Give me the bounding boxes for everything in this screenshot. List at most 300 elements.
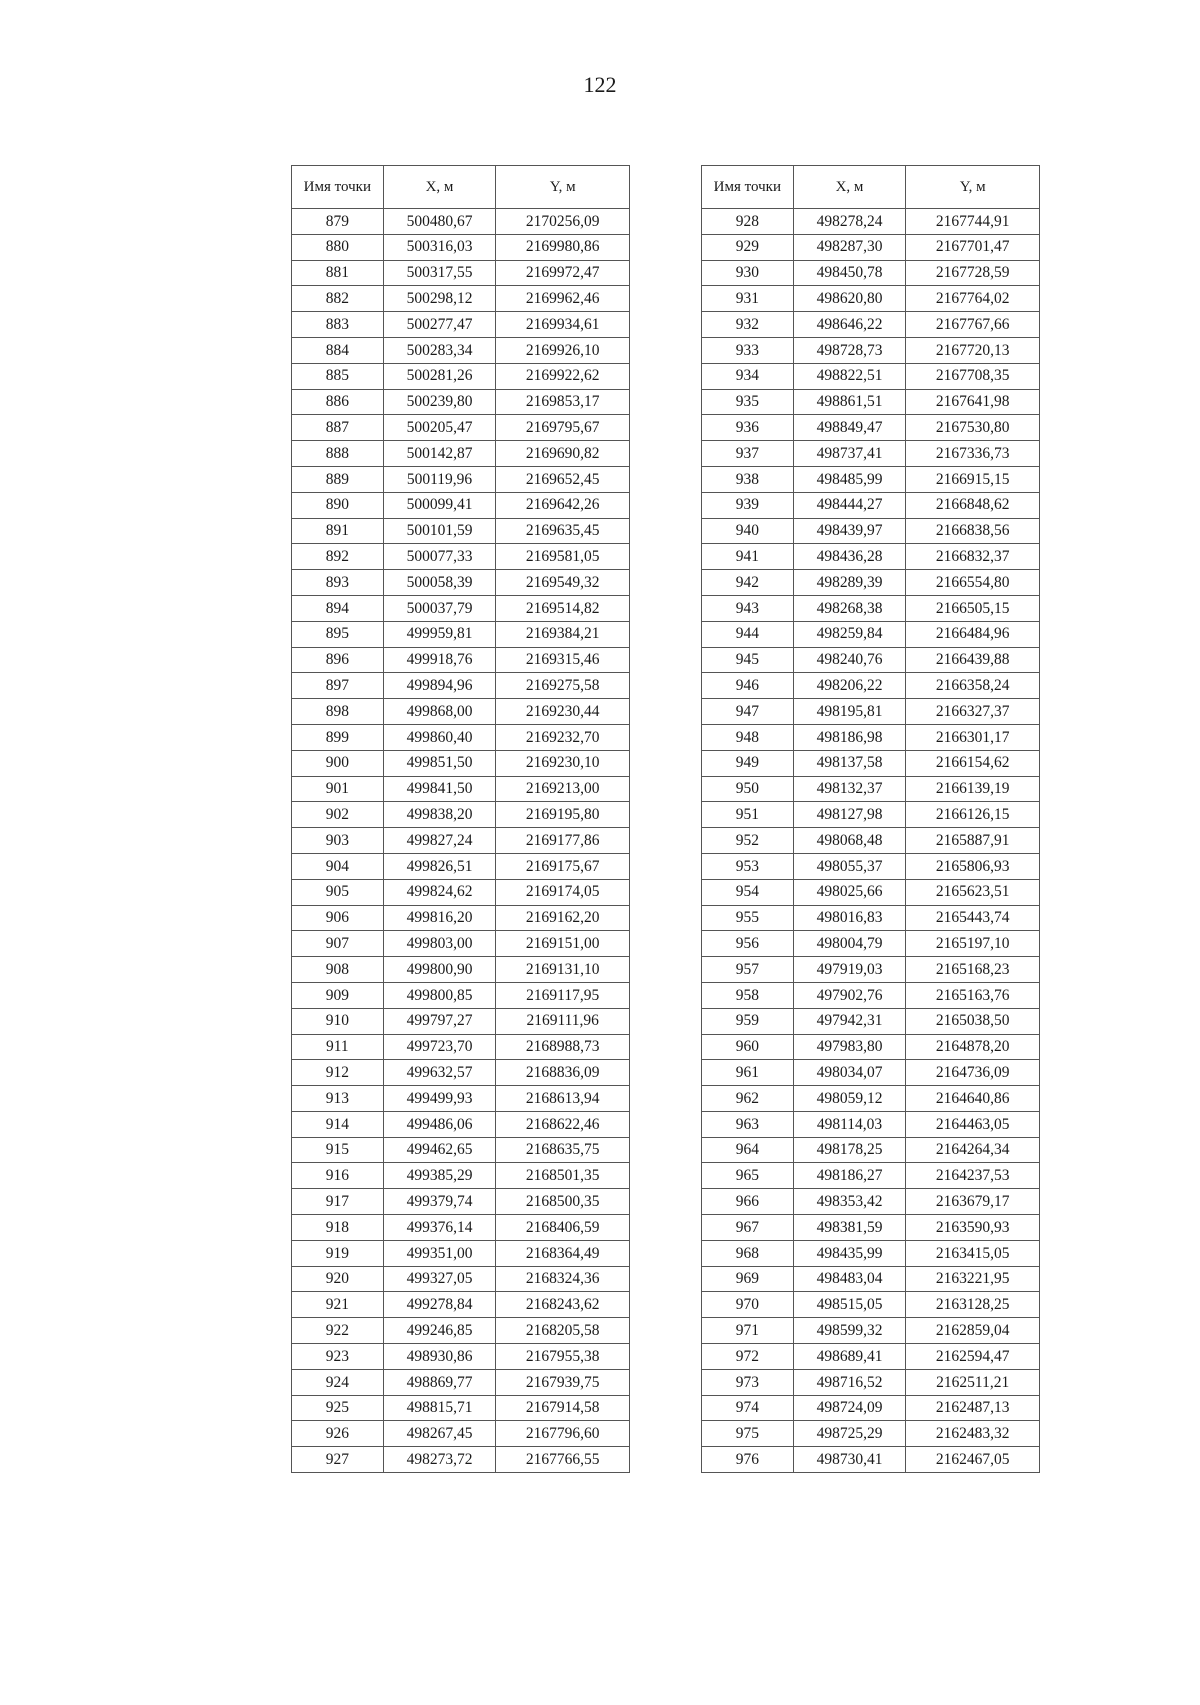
table-row (292, 957, 630, 983)
point-name-cell: 880 (292, 234, 384, 260)
y-coordinate-cell: 2166439,88 (906, 647, 1040, 673)
y-coordinate-cell: 2162859,04 (906, 1318, 1040, 1344)
y-coordinate-cell: 2167955,38 (496, 1344, 630, 1370)
point-name-cell: 932 (702, 312, 794, 338)
x-coordinate-cell: 500277,47 (383, 312, 496, 338)
x-coordinate-cell: 498025,66 (793, 879, 906, 905)
table-row (292, 853, 630, 879)
y-coordinate-cell: 2169922,62 (496, 363, 630, 389)
point-name-cell: 903 (292, 828, 384, 854)
table-row (702, 1292, 1040, 1318)
point-name-cell: 907 (292, 931, 384, 957)
y-coordinate-cell: 2170256,09 (496, 209, 630, 235)
point-name-cell: 950 (702, 776, 794, 802)
table-row (292, 570, 630, 596)
table-row (292, 466, 630, 492)
y-coordinate-cell: 2169175,67 (496, 853, 630, 879)
y-coordinate-cell: 2169162,20 (496, 905, 630, 931)
table-row (702, 1344, 1040, 1370)
table-row (292, 1008, 630, 1034)
point-name-cell: 923 (292, 1344, 384, 1370)
x-coordinate-cell: 498515,05 (793, 1292, 906, 1318)
table-row (702, 853, 1040, 879)
table-row (292, 1447, 630, 1473)
x-coordinate-cell: 498930,86 (383, 1344, 496, 1370)
table-row (292, 363, 630, 389)
x-coordinate-cell: 498485,99 (793, 466, 906, 492)
table-row (702, 518, 1040, 544)
x-coordinate-cell: 498435,99 (793, 1240, 906, 1266)
y-coordinate-cell: 2169853,17 (496, 389, 630, 415)
y-coordinate-cell: 2168324,36 (496, 1266, 630, 1292)
point-name-cell: 890 (292, 492, 384, 518)
y-coordinate-cell: 2169315,46 (496, 647, 630, 673)
table-row (702, 492, 1040, 518)
x-coordinate-cell: 499800,85 (383, 982, 496, 1008)
page-number: 122 (583, 72, 617, 97)
x-coordinate-cell: 499816,20 (383, 905, 496, 931)
x-coordinate-cell: 499723,70 (383, 1034, 496, 1060)
table-row (292, 776, 630, 802)
table-row (292, 1421, 630, 1447)
y-coordinate-cell: 2166139,19 (906, 776, 1040, 802)
point-name-cell: 925 (292, 1395, 384, 1421)
point-name-cell: 936 (702, 415, 794, 441)
x-coordinate-cell: 499860,40 (383, 724, 496, 750)
table-row (702, 1163, 1040, 1189)
x-coordinate-cell: 498381,59 (793, 1215, 906, 1241)
point-name-cell: 924 (292, 1369, 384, 1395)
x-coordinate-cell: 498267,45 (383, 1421, 496, 1447)
x-coordinate-cell: 498034,07 (793, 1060, 906, 1086)
y-coordinate-cell: 2165197,10 (906, 931, 1040, 957)
y-coordinate-cell: 2166327,37 (906, 699, 1040, 725)
table-row (702, 1395, 1040, 1421)
y-coordinate-cell: 2166301,17 (906, 724, 1040, 750)
x-coordinate-cell: 500077,33 (383, 544, 496, 570)
point-name-cell: 883 (292, 312, 384, 338)
table-row (702, 621, 1040, 647)
table-row (292, 905, 630, 931)
table-row (702, 286, 1040, 312)
table-row (292, 750, 630, 776)
table-row (292, 1086, 630, 1112)
y-coordinate-cell: 2169230,44 (496, 699, 630, 725)
table-row (292, 1163, 630, 1189)
x-coordinate-cell: 498186,98 (793, 724, 906, 750)
x-coordinate-cell: 498689,41 (793, 1344, 906, 1370)
y-coordinate-cell: 2163415,05 (906, 1240, 1040, 1266)
x-coordinate-cell: 500316,03 (383, 234, 496, 260)
point-name-cell: 893 (292, 570, 384, 596)
x-coordinate-cell: 499827,24 (383, 828, 496, 854)
y-coordinate-cell: 2168988,73 (496, 1034, 630, 1060)
y-coordinate-cell: 2162594,47 (906, 1344, 1040, 1370)
y-coordinate-cell: 2164878,20 (906, 1034, 1040, 1060)
table-row (702, 724, 1040, 750)
point-name-cell: 926 (292, 1421, 384, 1447)
table-row (702, 828, 1040, 854)
x-coordinate-cell: 499246,85 (383, 1318, 496, 1344)
y-coordinate-cell: 2168622,46 (496, 1111, 630, 1137)
point-name-cell: 942 (702, 570, 794, 596)
y-coordinate-cell: 2162511,21 (906, 1369, 1040, 1395)
table-row (702, 337, 1040, 363)
point-name-cell: 972 (702, 1344, 794, 1370)
y-coordinate-cell: 2166126,15 (906, 802, 1040, 828)
y-coordinate-cell: 2169174,05 (496, 879, 630, 905)
x-coordinate-cell: 499376,14 (383, 1215, 496, 1241)
point-name-cell: 887 (292, 415, 384, 441)
point-name-cell: 905 (292, 879, 384, 905)
y-header: Y, м (906, 166, 1040, 209)
y-coordinate-cell: 2168406,59 (496, 1215, 630, 1241)
point-name-cell: 894 (292, 595, 384, 621)
table-row (292, 415, 630, 441)
x-coordinate-cell: 497919,03 (793, 957, 906, 983)
point-name-cell: 895 (292, 621, 384, 647)
table-row (292, 1292, 630, 1318)
y-coordinate-cell: 2169131,10 (496, 957, 630, 983)
point-name-cell: 960 (702, 1034, 794, 1060)
y-coordinate-cell: 2168364,49 (496, 1240, 630, 1266)
y-coordinate-cell: 2168501,35 (496, 1163, 630, 1189)
y-coordinate-cell: 2166832,37 (906, 544, 1040, 570)
point-name-cell: 941 (702, 544, 794, 570)
table-row (702, 957, 1040, 983)
y-coordinate-cell: 2169926,10 (496, 337, 630, 363)
x-coordinate-cell: 497983,80 (793, 1034, 906, 1060)
y-coordinate-cell: 2165168,23 (906, 957, 1040, 983)
y-coordinate-cell: 2169652,45 (496, 466, 630, 492)
point-name-cell: 963 (702, 1111, 794, 1137)
x-coordinate-cell: 498195,81 (793, 699, 906, 725)
table-row (292, 441, 630, 467)
x-coordinate-cell: 500298,12 (383, 286, 496, 312)
x-coordinate-cell: 498444,27 (793, 492, 906, 518)
table-row (292, 724, 630, 750)
y-coordinate-cell: 2165623,51 (906, 879, 1040, 905)
x-coordinate-cell: 498620,80 (793, 286, 906, 312)
y-coordinate-cell: 2169980,86 (496, 234, 630, 260)
x-coordinate-cell: 499826,51 (383, 853, 496, 879)
y-coordinate-cell: 2163128,25 (906, 1292, 1040, 1318)
x-coordinate-cell: 499327,05 (383, 1266, 496, 1292)
y-coordinate-cell: 2169177,86 (496, 828, 630, 854)
x-coordinate-cell: 499918,76 (383, 647, 496, 673)
table-header-row (292, 166, 630, 209)
table-row (702, 441, 1040, 467)
y-coordinate-cell: 2167939,75 (496, 1369, 630, 1395)
point-name-cell: 921 (292, 1292, 384, 1318)
x-coordinate-cell: 500205,47 (383, 415, 496, 441)
table-row (702, 570, 1040, 596)
x-coordinate-cell: 498186,27 (793, 1163, 906, 1189)
point-name-cell: 888 (292, 441, 384, 467)
point-name-cell: 969 (702, 1266, 794, 1292)
y-coordinate-cell: 2169549,32 (496, 570, 630, 596)
table-row (702, 1137, 1040, 1163)
x-coordinate-cell: 498259,84 (793, 621, 906, 647)
table-row (292, 286, 630, 312)
y-coordinate-cell: 2168613,94 (496, 1086, 630, 1112)
x-coordinate-cell: 500480,67 (383, 209, 496, 235)
point-name-header: Имя точки (702, 166, 794, 209)
x-coordinate-cell: 499351,00 (383, 1240, 496, 1266)
table-row (292, 647, 630, 673)
point-name-cell: 956 (702, 931, 794, 957)
table-row (292, 879, 630, 905)
table-row (702, 982, 1040, 1008)
x-header: X, м (383, 166, 496, 209)
x-coordinate-cell: 500283,34 (383, 337, 496, 363)
point-name-cell: 900 (292, 750, 384, 776)
x-coordinate-cell: 498289,39 (793, 570, 906, 596)
x-coordinate-cell: 498287,30 (793, 234, 906, 260)
point-name-cell: 952 (702, 828, 794, 854)
point-name-cell: 898 (292, 699, 384, 725)
y-coordinate-cell: 2167744,91 (906, 209, 1040, 235)
x-coordinate-cell: 498278,24 (793, 209, 906, 235)
point-name-cell: 922 (292, 1318, 384, 1344)
table-row (702, 312, 1040, 338)
table-row (292, 673, 630, 699)
y-coordinate-cell: 2169151,00 (496, 931, 630, 957)
point-name-cell: 953 (702, 853, 794, 879)
table-row (292, 1060, 630, 1086)
table-row (292, 1395, 630, 1421)
point-name-cell: 934 (702, 363, 794, 389)
table-row (292, 389, 630, 415)
y-coordinate-cell: 2163590,93 (906, 1215, 1040, 1241)
table-row (292, 1318, 630, 1344)
table-header-row (702, 166, 1040, 209)
table-row (292, 337, 630, 363)
point-name-cell: 935 (702, 389, 794, 415)
point-name-cell: 973 (702, 1369, 794, 1395)
x-coordinate-cell: 498178,25 (793, 1137, 906, 1163)
table-row (702, 209, 1040, 235)
point-name-cell: 879 (292, 209, 384, 235)
x-coordinate-cell: 498132,37 (793, 776, 906, 802)
point-name-cell: 938 (702, 466, 794, 492)
x-coordinate-cell: 498716,52 (793, 1369, 906, 1395)
point-name-cell: 892 (292, 544, 384, 570)
x-coordinate-cell: 498004,79 (793, 931, 906, 957)
y-coordinate-cell: 2165038,50 (906, 1008, 1040, 1034)
table-row (292, 931, 630, 957)
point-name-cell: 971 (702, 1318, 794, 1344)
table-row (702, 260, 1040, 286)
point-name-cell: 975 (702, 1421, 794, 1447)
point-name-cell: 931 (702, 286, 794, 312)
table-row (702, 1189, 1040, 1215)
table-row (702, 647, 1040, 673)
point-name-cell: 976 (702, 1447, 794, 1473)
y-coordinate-cell: 2167708,35 (906, 363, 1040, 389)
y-coordinate-cell: 2168635,75 (496, 1137, 630, 1163)
point-name-cell: 904 (292, 853, 384, 879)
x-coordinate-cell: 498273,72 (383, 1447, 496, 1473)
y-coordinate-cell: 2168243,62 (496, 1292, 630, 1318)
y-coordinate-cell: 2169642,26 (496, 492, 630, 518)
table-row (702, 1034, 1040, 1060)
table-row (292, 1215, 630, 1241)
y-coordinate-cell: 2163679,17 (906, 1189, 1040, 1215)
x-coordinate-cell: 500281,26 (383, 363, 496, 389)
x-coordinate-cell: 500099,41 (383, 492, 496, 518)
table-row (292, 518, 630, 544)
y-coordinate-cell: 2166915,15 (906, 466, 1040, 492)
coordinates-table-left (291, 165, 630, 1473)
y-coordinate-cell: 2169795,67 (496, 415, 630, 441)
table-row (702, 673, 1040, 699)
x-coordinate-cell: 498240,76 (793, 647, 906, 673)
table-row (702, 750, 1040, 776)
x-coordinate-cell: 500101,59 (383, 518, 496, 544)
table-row (292, 1240, 630, 1266)
y-coordinate-cell: 2169635,45 (496, 518, 630, 544)
point-name-cell: 946 (702, 673, 794, 699)
x-coordinate-cell: 498114,03 (793, 1111, 906, 1137)
y-coordinate-cell: 2164463,05 (906, 1111, 1040, 1137)
x-coordinate-cell: 499379,74 (383, 1189, 496, 1215)
table-row (292, 621, 630, 647)
x-coordinate-cell: 498728,73 (793, 337, 906, 363)
y-coordinate-cell: 2167767,66 (906, 312, 1040, 338)
y-coordinate-cell: 2169934,61 (496, 312, 630, 338)
point-name-cell: 961 (702, 1060, 794, 1086)
x-coordinate-cell: 499868,00 (383, 699, 496, 725)
table-row (702, 1240, 1040, 1266)
point-name-cell: 920 (292, 1266, 384, 1292)
point-name-cell: 914 (292, 1111, 384, 1137)
y-coordinate-cell: 2165806,93 (906, 853, 1040, 879)
point-name-cell: 967 (702, 1215, 794, 1241)
y-coordinate-cell: 2167530,80 (906, 415, 1040, 441)
point-name-cell: 968 (702, 1240, 794, 1266)
y-coordinate-cell: 2169962,46 (496, 286, 630, 312)
table-row (292, 312, 630, 338)
y-coordinate-cell: 2167728,59 (906, 260, 1040, 286)
point-name-cell: 929 (702, 234, 794, 260)
x-coordinate-cell: 499959,81 (383, 621, 496, 647)
y-coordinate-cell: 2165163,76 (906, 982, 1040, 1008)
y-coordinate-cell: 2167720,13 (906, 337, 1040, 363)
x-coordinate-cell: 499838,20 (383, 802, 496, 828)
point-name-cell: 939 (702, 492, 794, 518)
x-coordinate-cell: 499632,57 (383, 1060, 496, 1086)
y-coordinate-cell: 2169275,58 (496, 673, 630, 699)
x-coordinate-cell: 497942,31 (793, 1008, 906, 1034)
table-row (702, 776, 1040, 802)
y-coordinate-cell: 2169384,21 (496, 621, 630, 647)
point-name-cell: 885 (292, 363, 384, 389)
point-name-cell: 909 (292, 982, 384, 1008)
table-row (702, 466, 1040, 492)
x-coordinate-cell: 500317,55 (383, 260, 496, 286)
point-name-cell: 974 (702, 1395, 794, 1421)
x-coordinate-cell: 498268,38 (793, 595, 906, 621)
point-name-cell: 965 (702, 1163, 794, 1189)
x-coordinate-cell: 500058,39 (383, 570, 496, 596)
y-coordinate-cell: 2167796,60 (496, 1421, 630, 1447)
point-name-cell: 889 (292, 466, 384, 492)
table-row (292, 1137, 630, 1163)
y-coordinate-cell: 2164736,09 (906, 1060, 1040, 1086)
x-coordinate-cell: 499803,00 (383, 931, 496, 957)
point-name-cell: 958 (702, 982, 794, 1008)
y-coordinate-cell: 2167701,47 (906, 234, 1040, 260)
table-row (292, 1266, 630, 1292)
x-coordinate-cell: 499894,96 (383, 673, 496, 699)
point-name-cell: 947 (702, 699, 794, 725)
y-coordinate-cell: 2166484,96 (906, 621, 1040, 647)
x-coordinate-cell: 499486,06 (383, 1111, 496, 1137)
point-name-cell: 937 (702, 441, 794, 467)
table-row (292, 1034, 630, 1060)
point-name-cell: 902 (292, 802, 384, 828)
x-coordinate-cell: 499385,29 (383, 1163, 496, 1189)
table-row (702, 389, 1040, 415)
y-coordinate-cell: 2167764,02 (906, 286, 1040, 312)
y-coordinate-cell: 2165887,91 (906, 828, 1040, 854)
y-coordinate-cell: 2169195,80 (496, 802, 630, 828)
x-coordinate-cell: 498861,51 (793, 389, 906, 415)
x-coordinate-cell: 498849,47 (793, 415, 906, 441)
point-name-cell: 912 (292, 1060, 384, 1086)
y-coordinate-cell: 2164237,53 (906, 1163, 1040, 1189)
point-name-cell: 948 (702, 724, 794, 750)
point-name-cell: 930 (702, 260, 794, 286)
point-name-cell: 896 (292, 647, 384, 673)
x-header: X, м (793, 166, 906, 209)
y-coordinate-cell: 2166505,15 (906, 595, 1040, 621)
y-coordinate-cell: 2166358,24 (906, 673, 1040, 699)
table-row (292, 209, 630, 235)
table-row (292, 595, 630, 621)
x-coordinate-cell: 498822,51 (793, 363, 906, 389)
table-row (702, 879, 1040, 905)
table-row (702, 415, 1040, 441)
point-name-cell: 911 (292, 1034, 384, 1060)
y-coordinate-cell: 2162467,05 (906, 1447, 1040, 1473)
x-coordinate-cell: 498450,78 (793, 260, 906, 286)
y-coordinate-cell: 2164640,86 (906, 1086, 1040, 1112)
x-coordinate-cell: 499499,93 (383, 1086, 496, 1112)
x-coordinate-cell: 500142,87 (383, 441, 496, 467)
y-coordinate-cell: 2168205,58 (496, 1318, 630, 1344)
x-coordinate-cell: 498730,41 (793, 1447, 906, 1473)
point-name-cell: 966 (702, 1189, 794, 1215)
x-coordinate-cell: 498815,71 (383, 1395, 496, 1421)
table-row (702, 905, 1040, 931)
table-row (702, 699, 1040, 725)
point-name-cell: 918 (292, 1215, 384, 1241)
table-row (702, 1266, 1040, 1292)
x-coordinate-cell: 499841,50 (383, 776, 496, 802)
x-coordinate-cell: 498353,42 (793, 1189, 906, 1215)
point-name-cell: 928 (702, 209, 794, 235)
x-coordinate-cell: 498059,12 (793, 1086, 906, 1112)
point-name-cell: 927 (292, 1447, 384, 1473)
x-coordinate-cell: 498725,29 (793, 1421, 906, 1447)
point-name-cell: 882 (292, 286, 384, 312)
x-coordinate-cell: 498737,41 (793, 441, 906, 467)
point-name-cell: 917 (292, 1189, 384, 1215)
point-name-cell: 964 (702, 1137, 794, 1163)
point-name-cell: 951 (702, 802, 794, 828)
